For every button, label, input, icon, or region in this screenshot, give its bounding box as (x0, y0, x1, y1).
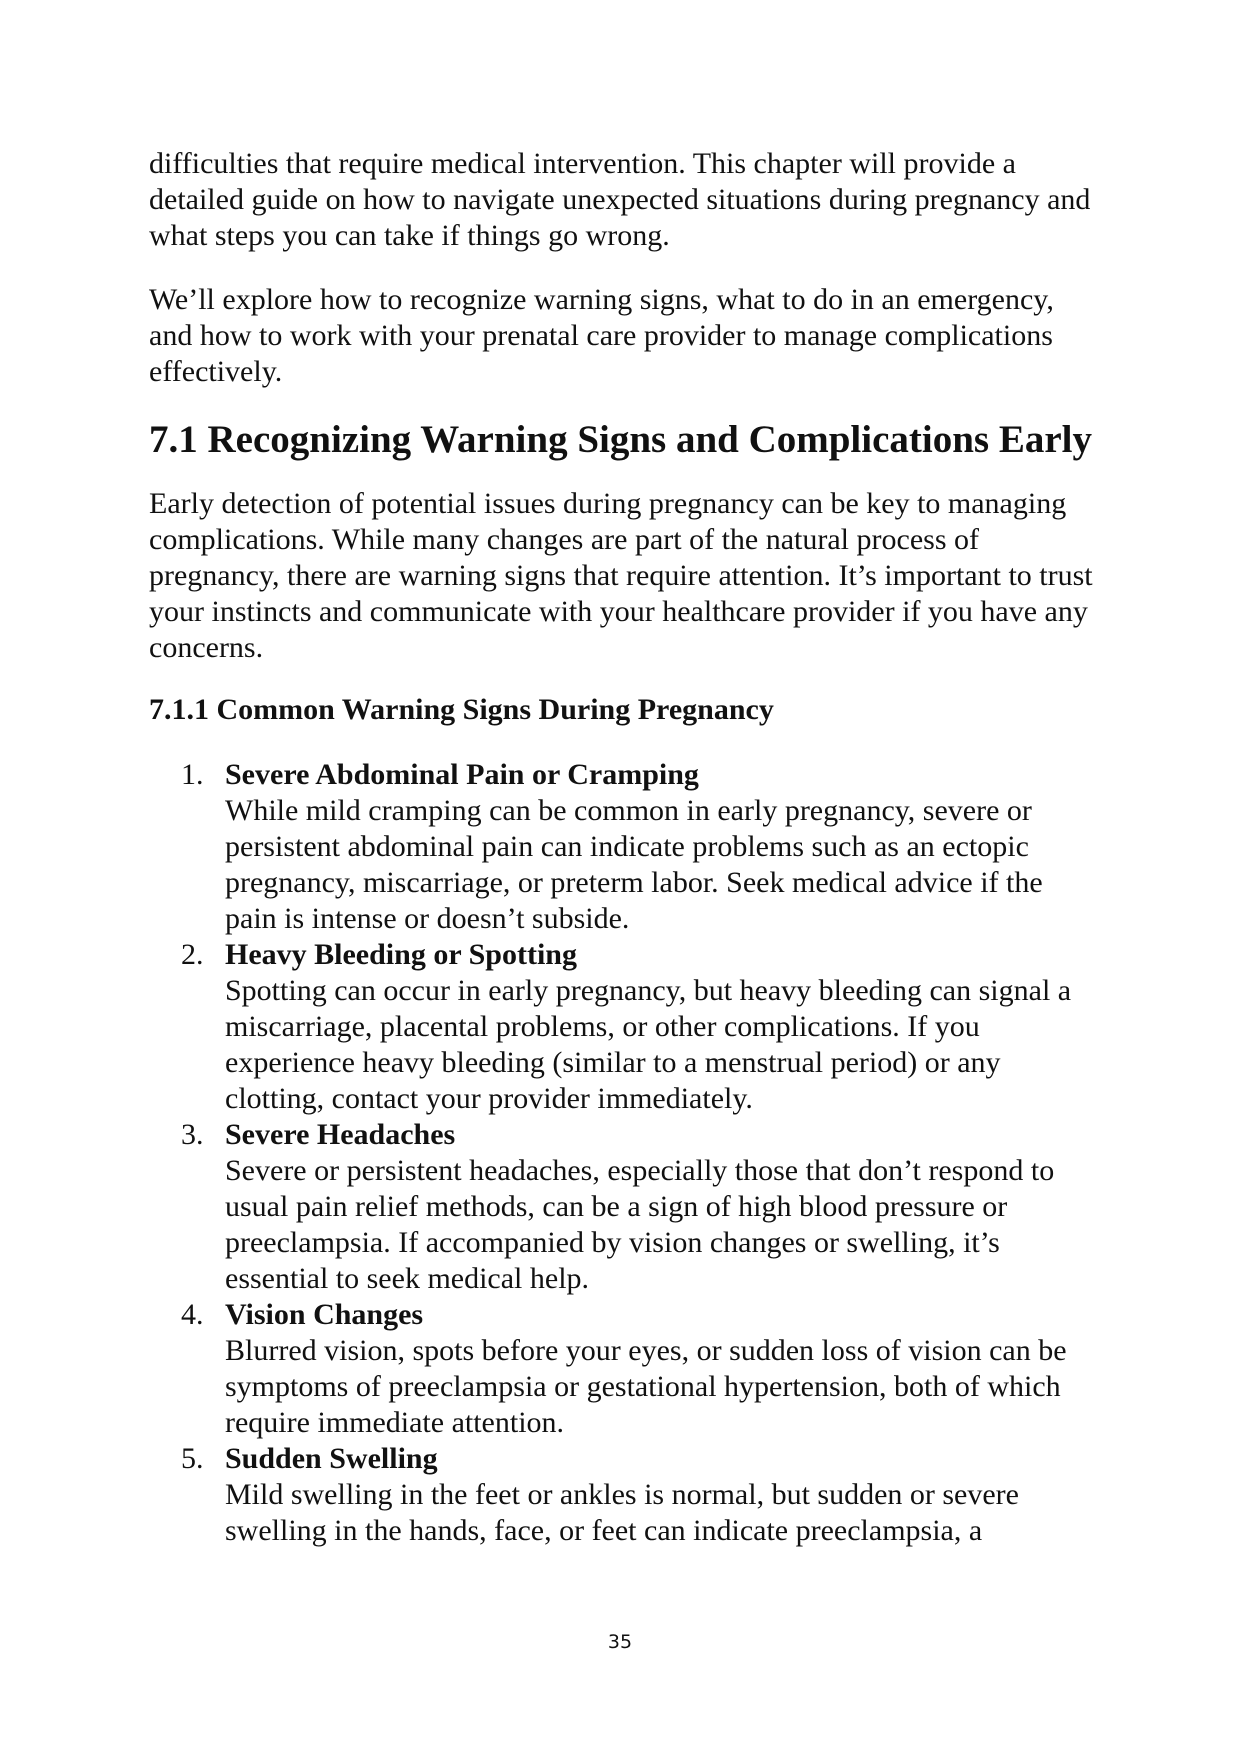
list-item (149, 1297, 1099, 1441)
list-item-number: 3. (181, 1118, 204, 1151)
list-item-number: 1. (181, 758, 204, 791)
list-item-body: While mild cramping can be common in early pregnancy, severe or persistent abdominal pain can indicate problems such as an ectopic pregnancy, miscarriage, or preterm labor. Seek medical advice if the pain is intense or doesn’t subside. (225, 794, 1043, 935)
list-item-body: Blurred vision, spots before your eyes, or sudden loss of vision can be symptoms of preeclampsia or gestational hypertension, both of which require immediate attention. (225, 1334, 1067, 1439)
warning-signs-list (149, 757, 1099, 1549)
page-content (149, 146, 1099, 1549)
list-item-title: Vision Changes (225, 1298, 424, 1331)
subsection-heading: 7.1.1 Common Warning Signs During Pregnancy (149, 693, 774, 726)
section-heading: 7.1 Recognizing Warning Signs and Complications Early (149, 418, 1093, 461)
page-number: 35 (607, 1631, 633, 1653)
list-item-title: Sudden Swelling (225, 1442, 438, 1475)
intro-paragraph-2: We’ll explore how to recognize warning signs, what to do in an emergency, and how to work with your prenatal care provider to manage complications effectively. (149, 283, 1054, 388)
list-item (149, 1441, 1099, 1549)
list-item (149, 937, 1099, 1117)
list-item-body: Spotting can occur in early pregnancy, but heavy bleeding can signal a miscarriage, placental problems, or other complications. If you experience heavy bleeding (similar to a menstrual period) or any clotting, contact your provider immediately. (225, 974, 1072, 1115)
list-item-number: 4. (181, 1298, 204, 1331)
list-item-number: 2. (181, 938, 204, 971)
list-item (149, 1117, 1099, 1297)
section-paragraph: Early detection of potential issues during pregnancy can be key to managing complications. While many changes are part of the natural process of pregnancy, there are warning signs that require attention. It’s important to trust your instincts and communicate with your healthcare provider if you have any concerns. (149, 487, 1093, 664)
list-item-body: Mild swelling in the feet or ankles is normal, but sudden or severe swelling in the hands, face, or feet can indicate preeclampsia, a (225, 1478, 1019, 1547)
intro-paragraph-1: difficulties that require medical intervention. This chapter will provide a detailed guide on how to navigate unexpected situations during pregnancy and what steps you can take if things go wrong. (149, 147, 1091, 252)
list-item-number: 5. (181, 1442, 204, 1475)
list-item-title: Heavy Bleeding or Spotting (225, 938, 577, 971)
list-item-title: Severe Headaches (225, 1118, 456, 1151)
list-item-body: Severe or persistent headaches, especially those that don’t respond to usual pain relief methods, can be a sign of high blood pressure or preeclampsia. If accompanied by vision changes or swelling, it’s essential to seek medical help. (225, 1154, 1055, 1295)
list-item-title: Severe Abdominal Pain or Cramping (225, 758, 699, 791)
list-item (149, 757, 1099, 937)
